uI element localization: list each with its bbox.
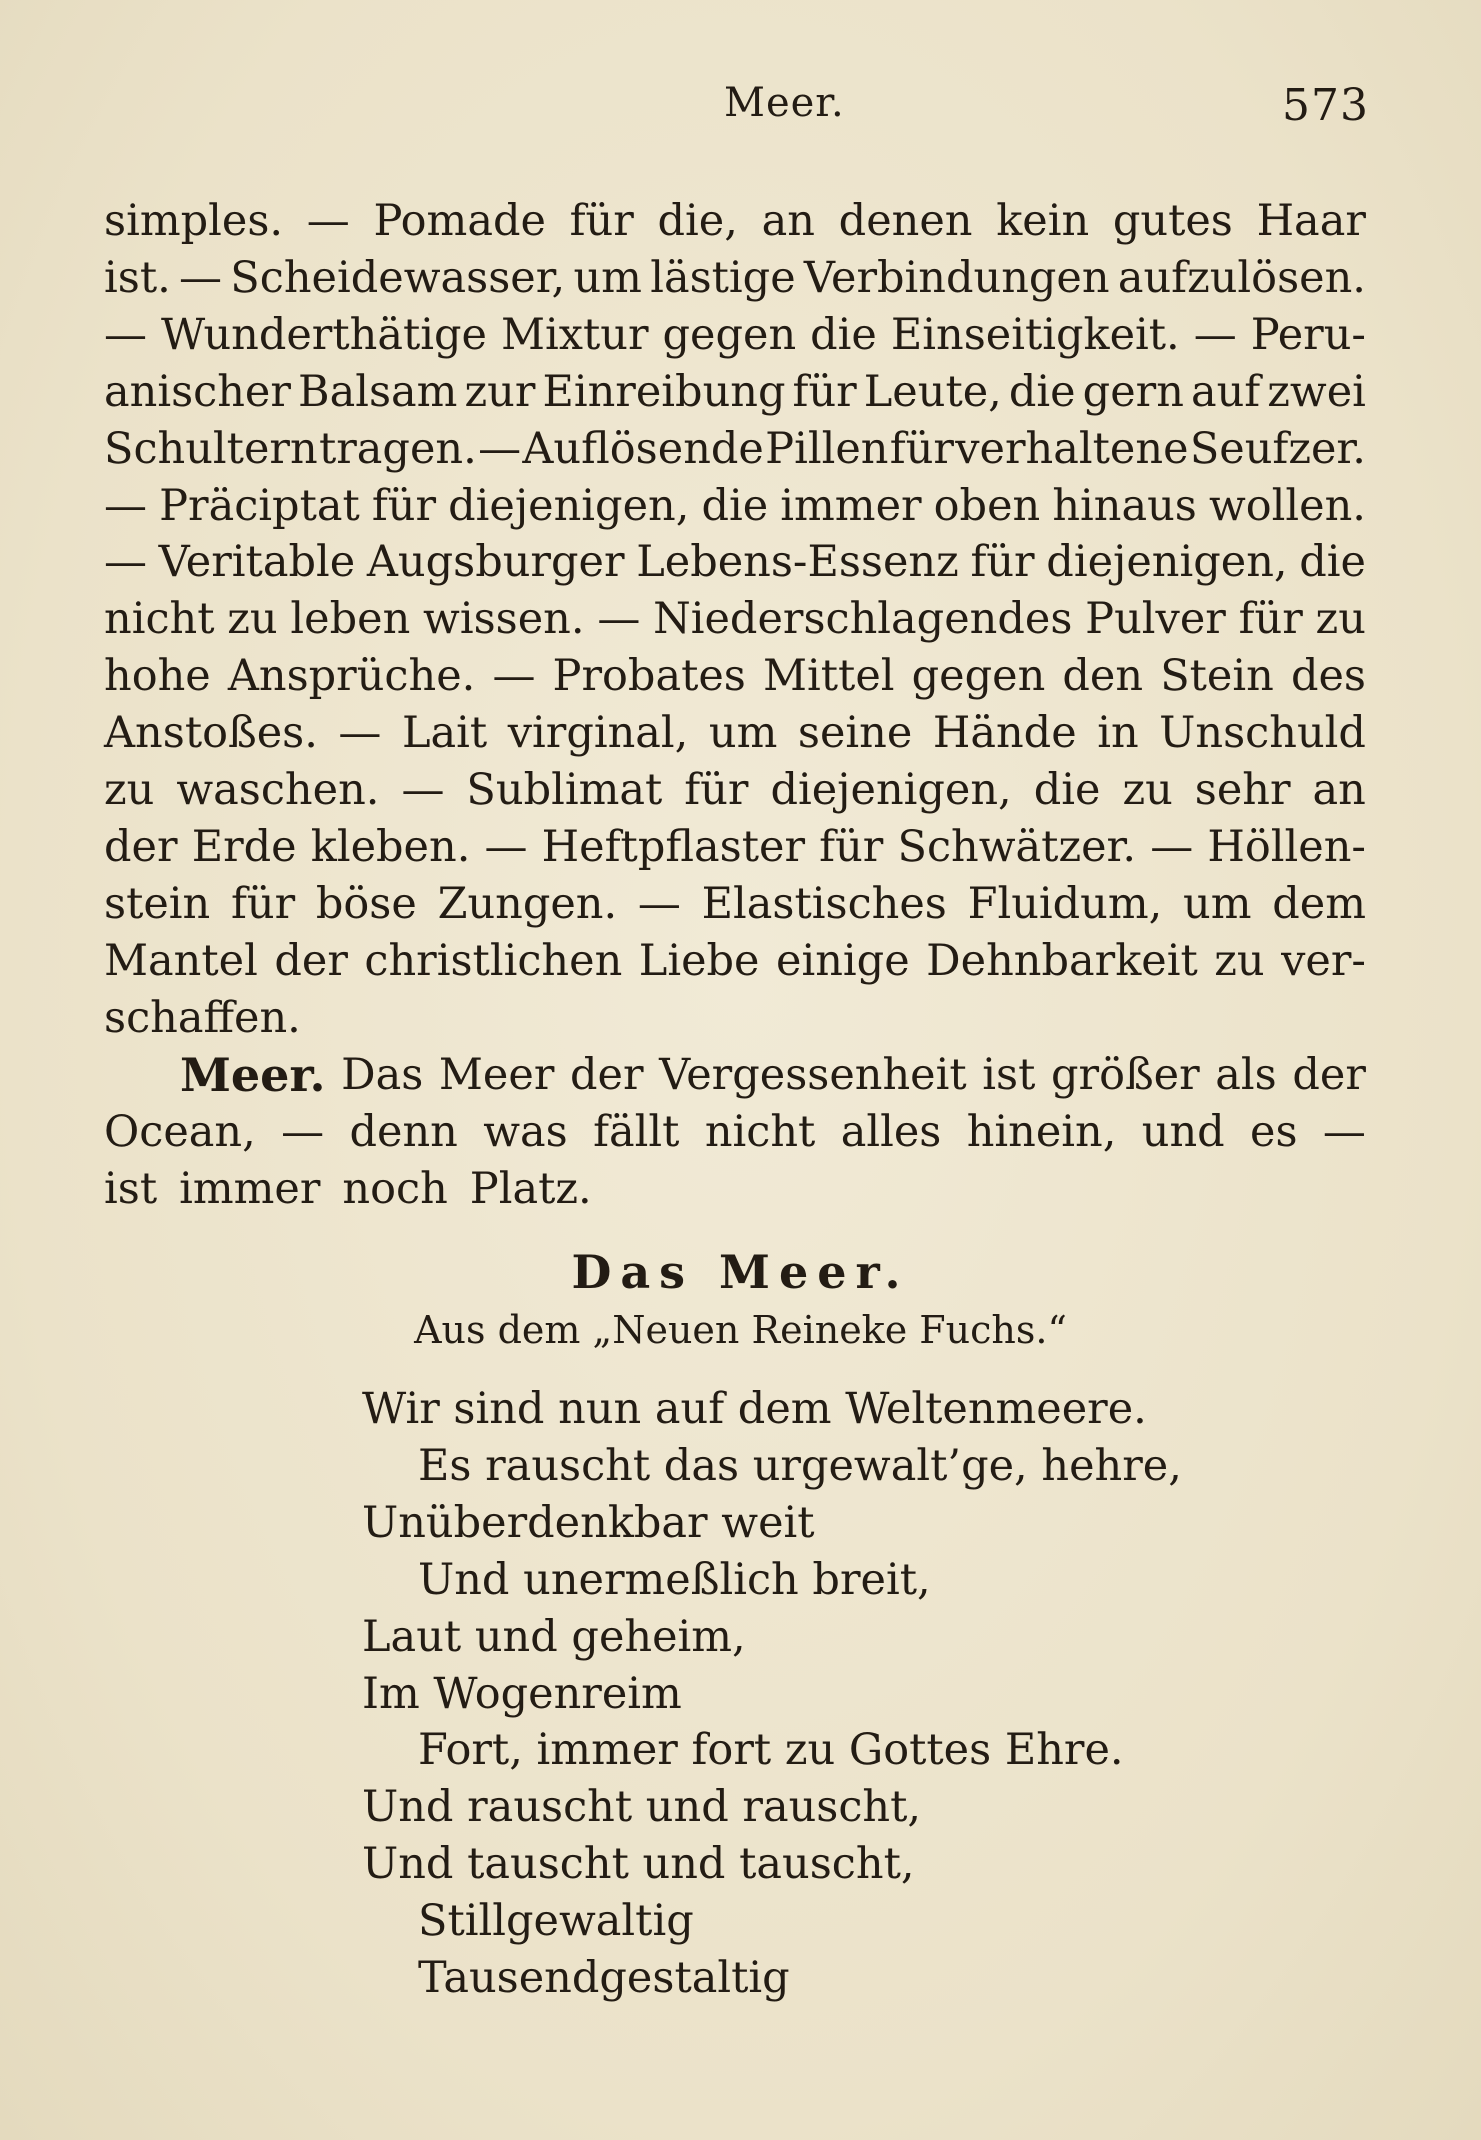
word: denn [349,1106,458,1157]
word: Höllen- [1207,821,1366,872]
word: an [1312,765,1366,815]
word: oben [933,480,1041,531]
word: Haar [1256,196,1366,246]
word: waschen. [176,765,380,815]
word: auf [1190,366,1261,417]
word: — [281,1106,325,1157]
word: Mittel [763,651,895,702]
word: diejenigen, [448,480,690,531]
word: Balsam [297,366,458,417]
text-line [104,1104,1366,1161]
word: die [1033,765,1101,815]
word: Scheidewasser, [230,252,566,303]
text-line [180,1047,1366,1104]
word: Schwätzer. [897,821,1137,872]
word: — [179,252,223,303]
word: hinein, [966,1106,1117,1157]
word: wollen. [1208,480,1366,531]
word: die [1008,366,1076,417]
word: Leute, [863,366,1002,417]
word: — [338,708,382,759]
word: der [1292,1050,1366,1100]
word: Stein [1160,651,1274,702]
word: größer [1050,1050,1200,1100]
word: — [637,878,681,929]
word: virginal, [507,708,689,759]
word: um [1183,878,1252,929]
text-line [104,364,1366,421]
word: die, [657,196,738,246]
word: für [792,366,857,417]
word: — [1193,309,1237,360]
word: Einreibung [542,366,786,417]
word: an [761,196,815,246]
word: schaffen. [104,992,301,1043]
poem-line: Laut und geheim, [362,1611,746,1662]
word: aufzulösen. [1117,252,1366,303]
word: zu [227,594,278,645]
word: des [1290,651,1366,702]
word: für [230,878,296,929]
word: böse [315,878,417,929]
word: Liebe [638,935,760,986]
word: — [1150,821,1194,872]
word: Vergessenheit [659,1050,967,1100]
poem-line: Und rauscht und rauscht, [362,1782,922,1833]
word: die [810,309,877,360]
text-line [104,648,1366,705]
word: Pulver [1085,594,1226,645]
word: Meer [438,1050,555,1100]
word: für [371,480,437,531]
word: für [970,537,1035,588]
word: Niederschlagendes [653,594,1073,645]
word: Wunderthätige [160,309,487,360]
word: kleben. [310,821,471,872]
word: Das [341,1050,424,1100]
word: es [1250,1106,1298,1157]
word: Pomade [373,196,546,246]
word: für [1238,594,1303,645]
text-line [104,193,1366,250]
word: Probates [552,651,746,702]
poem-line: Fort, immer fort zu Gottes Ehre. [418,1725,1124,1776]
word: seine [797,708,913,759]
text-line [104,307,1366,364]
text-line [104,250,1366,307]
word: — [492,651,536,702]
word: um [708,708,778,759]
word: Platz. [469,1163,592,1214]
word: Einseitigkeit. [890,309,1180,360]
poem-title: Das Meer. [571,1245,910,1299]
word: Lait [401,708,488,759]
word: immer [179,1163,321,1214]
word: der [569,1050,644,1100]
poem-line: Im Wogenreim [362,1668,682,1719]
word: — [306,196,350,246]
poem-line: Und unermeßlich breit, [418,1554,931,1605]
word: gern [1082,366,1184,417]
text-line [104,591,1366,648]
word: und [1141,1106,1225,1157]
word: zu [1315,594,1366,645]
text-line [104,478,1366,535]
poem-line: Und tauscht und tauscht, [362,1839,915,1890]
word: in [1097,708,1139,759]
page-number: 573 [1282,80,1369,131]
poem-line: Es rauscht das urgewalt’ge, hehre, [418,1440,1182,1491]
word: um [573,252,642,303]
word: für [819,821,884,872]
word: Erde [191,821,297,872]
word: fällt [593,1106,680,1157]
word: nicht [104,594,215,645]
word: diejenigen, [770,765,1012,815]
word: Seufzer. [1189,423,1366,474]
word: sehr [1194,765,1291,815]
word: lästige [650,252,796,303]
word: — [484,821,528,872]
text-line [104,1161,1366,1218]
text-line [104,534,1366,591]
word: — [104,480,147,531]
text-line [104,990,1366,1047]
word: kein [996,196,1090,246]
text-line [104,421,1366,478]
word: gegen [662,309,797,360]
poem-line: Wir sind nun auf dem Weltenmeere. [362,1384,1147,1434]
word: leben [290,594,411,645]
poem-line: Unüberdenkbar weit [362,1497,815,1548]
poem-subtitle: Aus dem „Neuen Reineke Fuchs.“ [414,1308,1067,1352]
word: noch [342,1163,448,1214]
word: denen [838,196,973,246]
word: Anstoßes. [104,708,318,759]
word: zu [1214,935,1265,986]
word: gutes [1112,196,1233,246]
word: was [483,1106,568,1157]
word: Ocean, [104,1106,256,1157]
word: alles [840,1106,942,1157]
word: Hände [932,708,1077,759]
word: gegen [911,651,1046,702]
poem-line: Stillgewaltig [418,1896,694,1947]
word: für [889,423,954,474]
word: die [701,480,769,531]
poem-line: Tausendgestaltig [418,1953,790,2003]
entry-lead-word: Meer. [180,1048,326,1102]
word: Unschuld [1159,708,1366,759]
word: — [401,765,445,815]
word: Fluidum, [967,878,1163,929]
word: ist. [104,252,171,303]
word: Pillen [765,423,889,474]
text-line [104,762,1366,819]
text-line [104,933,1366,990]
word: — [478,423,522,474]
word: diejenigen, [1046,537,1288,588]
word: — [104,309,147,360]
word: Lebens-Essenz [636,537,959,588]
word: hinaus [1052,480,1197,531]
word: der [104,821,178,872]
word: simples. [104,196,284,246]
word: Veritable [158,537,356,588]
word: hohe [104,651,211,702]
text-line [104,819,1366,876]
word: — [104,537,147,588]
word: nicht [704,1106,816,1157]
word: ist [982,1050,1036,1100]
word: verhaltene [955,423,1189,474]
word: der [274,935,348,986]
word: für [569,196,634,246]
word: die [1299,537,1366,588]
word: stein [104,878,211,929]
word: den [1062,651,1144,702]
word: zu [1122,765,1173,815]
word: für [684,765,749,815]
word: Zungen. [437,878,618,929]
text-line [104,705,1366,762]
word: immer [780,480,922,531]
word: als [1215,1050,1277,1100]
word: Elastisches [701,878,947,929]
word: Ansprüche. [227,651,476,702]
word: Heftpflaster [541,821,806,872]
word: ver- [1281,935,1366,986]
word: Peru- [1250,309,1366,360]
word: tragen. [318,423,477,474]
word: anischer [104,366,291,417]
word: Mixtur [500,309,649,360]
word: Verbindungen [803,252,1110,303]
word: zu [104,765,155,815]
word: zwei [1267,366,1366,417]
word: — [1322,1106,1366,1157]
word: ist [104,1163,158,1214]
word: dem [1272,878,1366,929]
word: Augsburger [366,537,625,588]
word: — [597,594,641,645]
word: christlichen [364,935,623,986]
running-head: Meer. [724,80,845,126]
word: Präciptat [159,480,360,531]
word: Dehnbarkeit [926,935,1198,986]
text-line [104,876,1366,933]
word: wissen. [423,594,585,645]
word: Schultern [104,423,318,474]
word: einige [776,935,910,986]
word: Sublimat [466,765,663,815]
word: Auflösende [522,423,764,474]
word: Mantel [104,935,258,986]
word: zur [464,366,536,417]
